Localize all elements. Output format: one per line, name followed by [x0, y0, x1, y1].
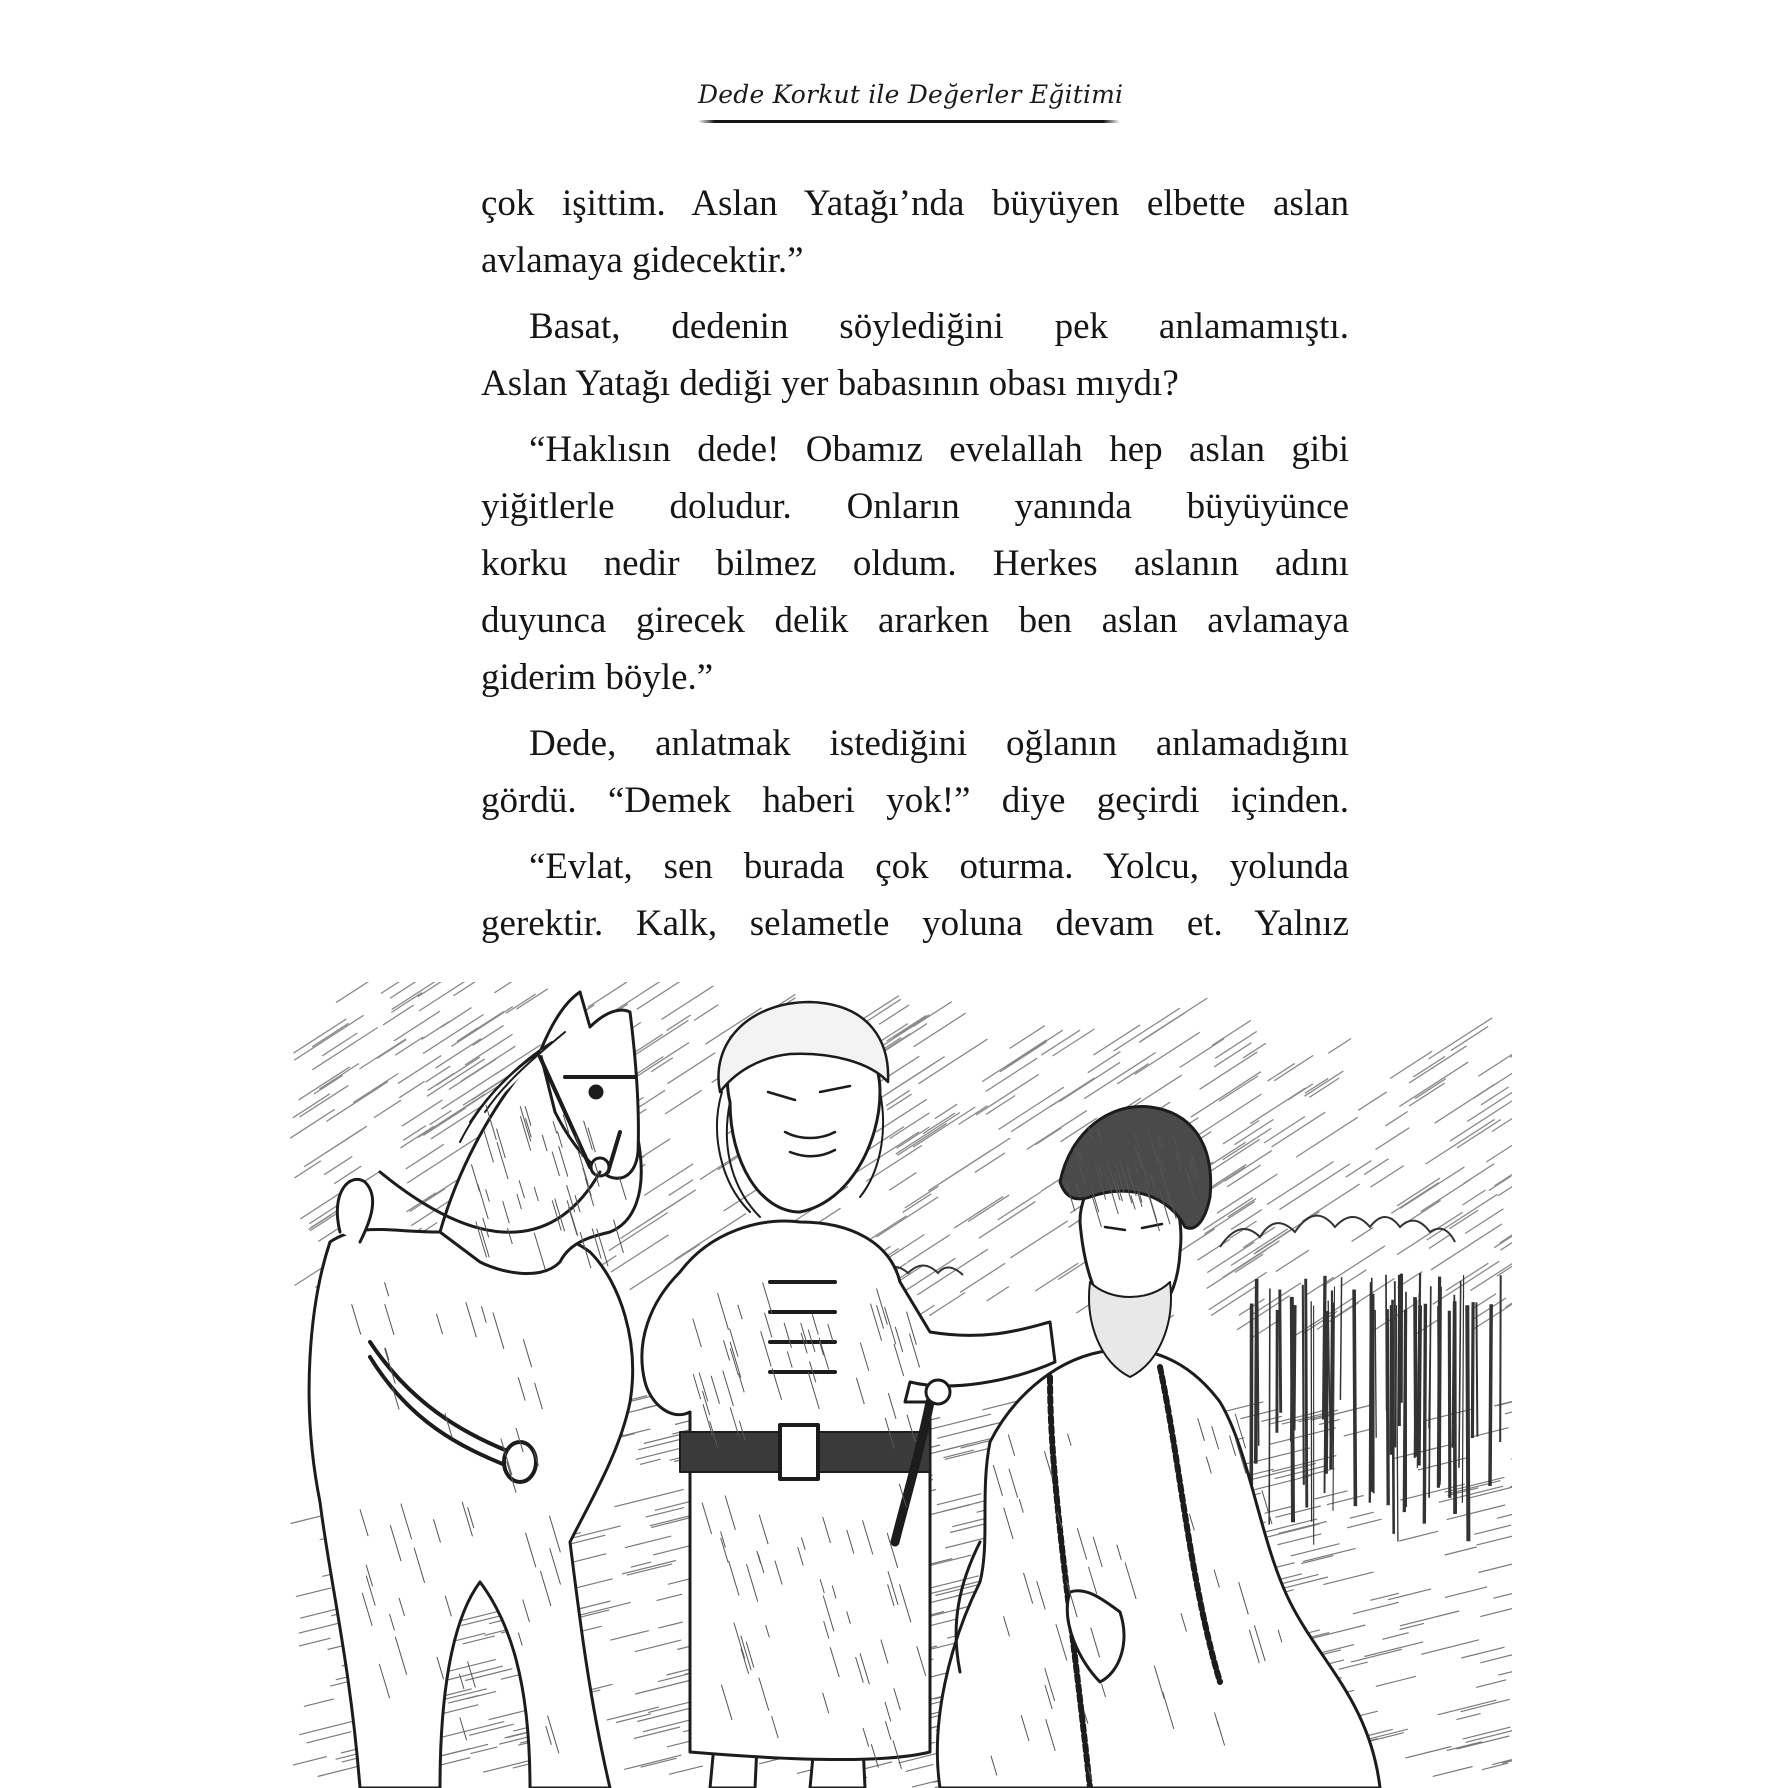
sky-stroke [494, 982, 558, 993]
ground-stroke [1323, 1572, 1373, 1585]
sky-stroke [588, 982, 627, 1007]
text-line: gördü. “Demek haberi yok!” diye geçirdi içinden. [481, 780, 1349, 821]
sky-stroke [336, 982, 407, 1003]
sky-stroke [668, 1053, 716, 1084]
sky-stroke [402, 1100, 443, 1126]
text-line: Basat, dedenin söylediğini pek anlamamıştı. [529, 306, 1349, 347]
sky-stroke [398, 1056, 441, 1084]
tree-trunk-stroke [1303, 1285, 1304, 1485]
sky-stroke [1409, 1083, 1445, 1106]
illustration-basat-horse-dede-korkut [290, 982, 1512, 1788]
tree-trunk-stroke [1490, 1304, 1491, 1486]
sky-stroke [1413, 1056, 1445, 1077]
ground-stroke [1315, 1491, 1348, 1499]
tree-trunk-stroke [1292, 1306, 1293, 1441]
ground-stroke [1494, 1399, 1512, 1406]
sky-stroke [1139, 1013, 1185, 1043]
ground-stroke [1445, 1587, 1487, 1598]
ground-stroke [1505, 1399, 1512, 1414]
ground-stroke [1350, 1512, 1374, 1518]
ground-stroke [1327, 1496, 1364, 1505]
ground-stroke [469, 1724, 514, 1735]
sky-stroke [1323, 1246, 1385, 1286]
sky-stroke [377, 1040, 406, 1059]
tree-trunk-stroke [1472, 1302, 1473, 1438]
ground-stroke [928, 1505, 971, 1516]
sky-stroke [1237, 1296, 1290, 1330]
sky-stroke [353, 1074, 398, 1103]
sky-stroke [917, 1249, 988, 1295]
sky-stroke [1352, 1227, 1374, 1241]
tree-trunk-stroke [1424, 1304, 1425, 1524]
sky-stroke [662, 986, 714, 1020]
ground-stroke [1511, 1447, 1512, 1459]
sky-stroke [1228, 1199, 1256, 1217]
ground-stroke [1478, 1563, 1512, 1572]
tree-trunk-stroke [1280, 1290, 1281, 1413]
tree-trunk-stroke [1462, 1275, 1463, 1503]
sky-stroke [879, 1005, 909, 1024]
ground-stroke [1476, 1680, 1506, 1688]
sky-stroke [637, 982, 681, 1009]
sky-stroke [1231, 1229, 1288, 1266]
sky-stroke [1364, 1159, 1389, 1175]
shading-stroke [460, 1718, 467, 1741]
sky-stroke [1346, 1161, 1372, 1178]
sky-stroke [968, 1195, 1009, 1222]
ground-stroke [906, 1764, 934, 1771]
sky-stroke [1486, 1124, 1512, 1162]
ground-stroke [1351, 1649, 1402, 1662]
ground-stroke [1399, 1531, 1438, 1541]
sky-stroke [866, 1145, 922, 1181]
sky-stroke [1478, 1035, 1512, 1076]
ground-stroke [1382, 1633, 1408, 1640]
sky-stroke [1358, 1092, 1387, 1111]
sky-stroke [1088, 1052, 1121, 1073]
tree-trunk-stroke [1459, 1281, 1461, 1468]
sky-stroke [294, 1015, 363, 1060]
sky-stroke [1093, 1025, 1140, 1055]
sky-stroke [1489, 1176, 1511, 1190]
ground-stroke [1465, 1725, 1512, 1742]
tree-trunk-stroke [1476, 1302, 1477, 1436]
ground-stroke [1279, 1522, 1327, 1534]
sky-stroke [1211, 1287, 1255, 1316]
sky-stroke [1010, 1221, 1067, 1258]
ground-stroke [658, 1622, 682, 1628]
ground-stroke [1447, 1742, 1482, 1751]
tree-trunk-stroke [1354, 1290, 1355, 1507]
sky-stroke [401, 1126, 435, 1148]
tree-trunk-stroke [1396, 1305, 1398, 1541]
shading-stroke [1262, 1490, 1272, 1524]
sky-stroke [1223, 1241, 1280, 1278]
ground-stroke [1261, 1416, 1282, 1421]
text-line: “Haklısın dede! Obamız evelallah hep aslan gibi [529, 429, 1349, 470]
ground-stroke [318, 1766, 360, 1776]
paragraph [481, 838, 1349, 952]
ground-stroke [1461, 1647, 1504, 1658]
ground-stroke [1421, 1640, 1479, 1655]
ground-stroke [1347, 1519, 1382, 1528]
sky-stroke [1446, 1263, 1488, 1290]
sky-stroke [960, 1263, 1005, 1292]
sky-stroke [453, 982, 512, 996]
sky-stroke [395, 1037, 423, 1055]
text-line: çok işittim. Aslan Yatağı’nda büyüyen elbette aslan [481, 183, 1349, 224]
ground-stroke [646, 1508, 684, 1518]
sky-stroke [975, 1153, 1005, 1173]
text-line: gerektir. Kalk, selametle yoluna devam et. Yalnız [481, 903, 1349, 944]
ground-stroke [1283, 1577, 1328, 1588]
sky-stroke [665, 1090, 702, 1114]
tree-trunk-stroke [1500, 1275, 1501, 1442]
paragraph [481, 175, 1349, 289]
sky-stroke [294, 1019, 347, 1053]
sky-stroke [918, 1039, 987, 1084]
ground-stroke [657, 1594, 683, 1600]
sky-stroke [1198, 1239, 1230, 1260]
sky-stroke [290, 1109, 335, 1138]
ground-stroke [648, 1702, 690, 1712]
ground-stroke [1376, 1676, 1416, 1686]
ground-stroke [937, 1424, 994, 1438]
tree-trunk-stroke [1387, 1309, 1388, 1505]
sky-stroke [1305, 1071, 1344, 1096]
tree-trunk-stroke [1256, 1279, 1257, 1464]
sky-stroke [410, 1189, 445, 1212]
ground-stroke [1476, 1535, 1512, 1545]
sky-stroke [1212, 1020, 1251, 1045]
sword-pommel [926, 1380, 950, 1404]
sky-stroke [1288, 1084, 1313, 1100]
sky-stroke [1457, 1120, 1501, 1148]
sky-stroke [1207, 1242, 1254, 1272]
sky-stroke [1225, 1151, 1272, 1182]
ground-stroke [499, 1737, 527, 1744]
ground-stroke [1494, 1583, 1513, 1598]
text-line: avlamaya gidecektir.” [481, 240, 804, 281]
sky-stroke [394, 1011, 440, 1041]
ground-stroke [1277, 1534, 1321, 1545]
paragraph [481, 298, 1349, 412]
sky-stroke [1191, 1072, 1261, 1117]
sky-stroke [1193, 1094, 1262, 1139]
breastplate-medallion [504, 1442, 536, 1482]
sky-stroke [1274, 1055, 1313, 1080]
ground-stroke [610, 1631, 649, 1641]
ground-stroke [658, 1674, 688, 1682]
sky-stroke [882, 1024, 927, 1053]
ground-stroke [293, 1757, 327, 1766]
text-line: korku nedir bilmez oldum. Herkes aslanın adını [481, 543, 1349, 584]
sky-stroke [1268, 1063, 1295, 1081]
sky-stroke [423, 1108, 465, 1135]
sky-stroke [1296, 1117, 1357, 1157]
sky-stroke [506, 994, 535, 1013]
sky-stroke [1328, 1039, 1351, 1054]
ground-stroke [1400, 1611, 1459, 1626]
tree-trunk-stroke [1467, 1305, 1468, 1541]
sky-stroke [295, 1161, 321, 1178]
ground-stroke [1406, 1747, 1452, 1759]
text-line: Dede, anlatmak istediğini oğlanın anlamadığını [529, 723, 1349, 764]
body-text [481, 175, 1349, 961]
sky-stroke [293, 1094, 330, 1118]
sky-stroke [299, 1067, 350, 1100]
text-line: duyunca girecek delik ararken ben aslan avlamaya [481, 600, 1349, 641]
sky-stroke [1506, 1269, 1512, 1308]
sky-stroke [1494, 1214, 1512, 1248]
sky-stroke [1409, 1046, 1467, 1083]
ground-stroke [296, 1588, 331, 1597]
sky-stroke [1391, 1183, 1439, 1214]
sky-stroke [1494, 1165, 1512, 1186]
sky-stroke [1084, 1053, 1156, 1099]
sky-stroke [1180, 1039, 1224, 1068]
ground-stroke [1353, 1602, 1399, 1613]
ground-stroke [624, 1755, 681, 1769]
sky-stroke [1276, 1250, 1309, 1271]
ground-stroke [1445, 1547, 1477, 1555]
running-head-rule [698, 120, 1120, 123]
basat-belt-buckle [780, 1425, 818, 1479]
ground-stroke [631, 1562, 651, 1567]
sky-stroke [889, 1173, 916, 1191]
ground-stroke [1344, 1429, 1372, 1436]
sky-stroke [319, 1064, 359, 1090]
sky-stroke [1267, 1162, 1334, 1205]
text-line: giderim böyle.” [481, 657, 714, 698]
ground-stroke [1461, 1699, 1510, 1711]
sky-stroke [896, 1113, 960, 1154]
ground-stroke [1457, 1714, 1481, 1720]
sky-stroke [1415, 1079, 1446, 1099]
tree-trunk-stroke [1324, 1276, 1325, 1420]
ground-stroke [1433, 1767, 1473, 1777]
ground-stroke [924, 1414, 992, 1431]
sky-stroke [876, 1197, 938, 1237]
sky-stroke [1450, 1210, 1479, 1229]
ground-stroke [635, 1680, 691, 1694]
running-head: Dede Korkut ile Değerler Eğitimi [698, 80, 1124, 109]
sky-stroke [426, 1066, 451, 1082]
sky-stroke [998, 1192, 1041, 1220]
sky-stroke [304, 1126, 367, 1167]
sky-stroke [1451, 1026, 1488, 1050]
sky-stroke [694, 1005, 718, 1021]
ground-stroke [1480, 1608, 1512, 1616]
ground-stroke [1400, 1623, 1424, 1629]
sky-stroke [1215, 1031, 1257, 1058]
ground-stroke [640, 1459, 661, 1464]
sky-stroke [928, 1151, 990, 1191]
sky-stroke [422, 1022, 449, 1040]
sky-stroke [324, 1156, 352, 1174]
horse [309, 992, 641, 1788]
ground-stroke [616, 1714, 651, 1723]
ground-stroke [627, 1564, 672, 1575]
paragraph [481, 715, 1349, 829]
sky-stroke [1421, 1180, 1470, 1212]
sky-stroke [1390, 1051, 1432, 1078]
sky-stroke [1385, 1112, 1408, 1127]
sky-stroke [1463, 1190, 1486, 1205]
ground-stroke [625, 1536, 672, 1548]
tree-trunk-stroke [1306, 1279, 1307, 1508]
tree-trunk-stroke [1438, 1277, 1439, 1488]
sky-stroke [987, 1287, 1009, 1301]
sky-stroke [1397, 1178, 1440, 1206]
ground-stroke [924, 1581, 981, 1595]
sky-stroke [1272, 1112, 1326, 1147]
sky-stroke [907, 1235, 950, 1263]
horse-eye-icon [590, 1086, 602, 1098]
sky-stroke [667, 1015, 691, 1031]
ground-stroke [1510, 1477, 1512, 1487]
ground-stroke [1312, 1406, 1370, 1421]
ground-stroke [299, 1638, 331, 1646]
sky-stroke [1376, 1128, 1410, 1150]
ground-stroke [300, 1609, 339, 1619]
sky-stroke [1429, 1018, 1493, 1059]
sky-stroke [1203, 1198, 1253, 1230]
sky-stroke [1474, 1066, 1512, 1099]
sky-stroke [1279, 1164, 1349, 1210]
sky-stroke [436, 1039, 481, 1068]
sky-stroke [427, 1059, 485, 1096]
tree-trunk-stroke [1370, 1282, 1371, 1503]
sky-stroke [1465, 1209, 1503, 1234]
sky-stroke [1219, 1076, 1258, 1101]
ground-stroke [1474, 1525, 1511, 1534]
sky-stroke [1114, 1008, 1180, 1051]
sky-stroke [903, 1194, 932, 1213]
sky-stroke [871, 1216, 906, 1239]
sky-stroke [423, 1015, 483, 1054]
paragraph [481, 421, 1349, 706]
sky-stroke [1035, 1263, 1078, 1291]
sky-stroke [890, 1113, 930, 1139]
sky-stroke [516, 989, 547, 1009]
tree-trunk-stroke [1449, 1311, 1450, 1498]
tree-trunk-stroke [1269, 1289, 1270, 1525]
sky-stroke [374, 1100, 401, 1118]
text-line: yiğitlerle doludur. Onların yanında büyüyünce [481, 486, 1349, 527]
sky-stroke [312, 1023, 348, 1047]
sky-stroke [1291, 1298, 1353, 1338]
sky-stroke [1470, 1246, 1512, 1290]
sky-stroke [359, 1039, 406, 1069]
ground-stroke [1497, 1507, 1512, 1519]
ground-stroke [1301, 1556, 1333, 1564]
sky-stroke [1400, 1167, 1464, 1209]
ground-stroke [1438, 1700, 1497, 1715]
sky-stroke [399, 1081, 424, 1098]
sky-stroke [1305, 1277, 1334, 1296]
sky-stroke [1305, 1078, 1328, 1093]
sky-stroke [905, 1186, 939, 1208]
sky-stroke [466, 1012, 504, 1037]
sky-stroke [1426, 1119, 1495, 1164]
sky-stroke [929, 1293, 965, 1316]
sky-stroke [1481, 1087, 1509, 1105]
sky-stroke [406, 1144, 444, 1169]
text-line: Aslan Yatağı dediği yer babasının obası mıydı? [481, 363, 1179, 404]
ground-stroke [1339, 1662, 1368, 1669]
sky-stroke [1498, 1150, 1512, 1196]
ground-stroke [669, 1766, 703, 1774]
ground-stroke [1498, 1662, 1512, 1676]
ground-stroke [307, 1732, 352, 1743]
sky-stroke [1235, 1254, 1263, 1272]
sky-stroke [1036, 1128, 1062, 1145]
ground-stroke [929, 1619, 956, 1626]
tree-trunk-stroke [1395, 1281, 1396, 1447]
ground-stroke [304, 1699, 334, 1707]
sky-stroke [326, 1082, 388, 1122]
ground-stroke [641, 1758, 677, 1767]
sky-stroke [1399, 1062, 1468, 1107]
ground-stroke [1370, 1593, 1399, 1600]
ground-stroke [1244, 1448, 1310, 1465]
sky-stroke [954, 1196, 1003, 1228]
tree-trunk-stroke [1331, 1303, 1333, 1470]
sky-stroke [913, 1002, 952, 1027]
sky-stroke [644, 1164, 693, 1196]
ground-stroke [615, 1489, 684, 1506]
sky-stroke [1497, 1232, 1512, 1276]
horse-body [309, 1226, 633, 1788]
tree-trunk-stroke [1340, 1277, 1341, 1400]
sky-stroke [1370, 1166, 1403, 1188]
ground-stroke [572, 1554, 607, 1563]
sky-stroke [647, 1190, 696, 1221]
sky-stroke [465, 1034, 512, 1065]
ground-stroke [1480, 1648, 1512, 1663]
ground-stroke [635, 1640, 681, 1652]
ground-stroke [1364, 1642, 1423, 1657]
text-line: “Evlat, sen burada çok oturma. Yolcu, yolunda [529, 846, 1349, 887]
